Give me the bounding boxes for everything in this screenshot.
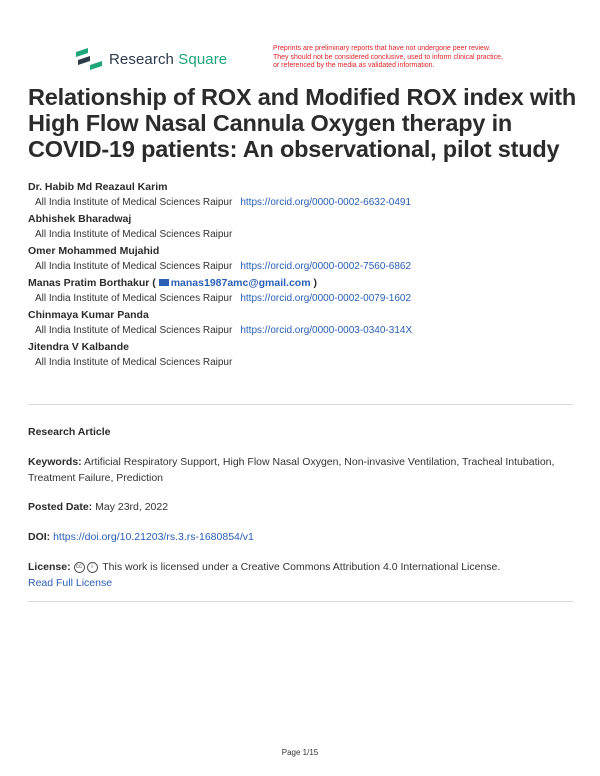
author-affiliation: All India Institute of Medical Sciences Raipur [35, 293, 233, 304]
read-full-license-link[interactable]: Read Full License [28, 577, 113, 589]
author-affiliation: All India Institute of Medical Sciences Raipur [35, 261, 233, 272]
author-affiliation-line [28, 323, 578, 340]
page-number: Page 1/15 [281, 748, 319, 757]
research-square-logo[interactable] [76, 48, 227, 70]
author-name-with-email [28, 276, 578, 291]
orcid-link[interactable]: https://orcid.org/0000-0002-7560-6862 [240, 261, 412, 272]
cc-icon: cc [74, 562, 85, 573]
author-affiliation-line [28, 227, 578, 244]
orcid-link[interactable]: https://orcid.org/0000-0002-0079-1602 [240, 293, 412, 304]
author-name: Manas Pratim Borthakur [28, 277, 150, 289]
license-label: License: [28, 561, 71, 573]
by-icon: i [87, 562, 98, 573]
author-name: Abhishek Bharadwaj [28, 213, 132, 225]
logo-text-square: Square [178, 50, 228, 68]
author-name: Dr. Habib Md Reazaul Karim [28, 181, 168, 193]
author-affiliation-line [28, 355, 578, 372]
preprint-notice [273, 45, 548, 71]
author-affiliation: All India Institute of Medical Sciences Raipur [35, 357, 233, 368]
keywords-block [28, 454, 576, 486]
author-affiliation: All India Institute of Medical Sciences Raipur [35, 197, 233, 208]
logo-wordmark [109, 51, 227, 68]
notice-line: Preprints are preliminary reports that have not undergone peer review. [273, 45, 491, 52]
orcid-link[interactable]: https://orcid.org/0000-0002-6632-0491 [240, 197, 412, 208]
author-affiliation-line [28, 291, 578, 308]
notice-line: They should not be considered conclusive, used to inform clinical practice, [273, 53, 503, 61]
research-square-logo-icon [76, 48, 102, 70]
section-divider [28, 404, 573, 405]
posted-date-block [28, 499, 576, 515]
email-close-paren: ) [313, 277, 317, 289]
paper-title: Relationship of ROX and Modified ROX index with High Flow Nasal Cannula Oxygen therapy in COVID-19 patients: An observational, pilot study [28, 84, 577, 162]
author-affiliation: All India Institute of Medical Sciences Raipur [35, 325, 233, 336]
author-email-link[interactable]: manas1987amc@gmail.com [170, 277, 311, 289]
author-affiliation: All India Institute of Medical Sciences Raipur [35, 229, 233, 240]
section-divider [28, 601, 573, 602]
doi-label: DOI: [28, 531, 51, 543]
author-name: Omer Mohammed Mujahid [28, 245, 160, 257]
keywords-text: Artificial Respiratory Support, High Flow Nasal Oxygen, Non-invasive Ventilation, Tracheal Intubation, Treatment Failure, Prediction [28, 456, 555, 484]
envelope-icon [159, 279, 169, 286]
orcid-link[interactable]: https://orcid.org/0000-0003-0340-314X [240, 325, 413, 336]
article-type-label: Research Article [28, 426, 111, 438]
license-block [28, 559, 576, 591]
author-list [28, 180, 578, 372]
doi-block [28, 529, 576, 545]
doi-link[interactable]: https://doi.org/10.21203/rs.3.rs-1680854/v1 [53, 531, 254, 543]
article-type [28, 424, 576, 440]
posted-date-value: May 23rd, 2022 [95, 501, 169, 513]
author-affiliation-line [28, 259, 578, 276]
author-name: Chinmaya Kumar Panda [28, 309, 149, 321]
email-open-paren: ( [152, 277, 156, 289]
keywords-label: Keywords: [28, 456, 82, 468]
license-text: This work is licensed under a Creative Commons Attribution 4.0 International License. [102, 561, 501, 573]
author-affiliation-line [28, 195, 578, 212]
notice-line: or referenced by the media as validated information. [273, 62, 435, 69]
posted-date-label: Posted Date: [28, 501, 93, 513]
author-name: Jitendra V Kalbande [28, 341, 129, 353]
logo-text-research: Research [109, 50, 174, 68]
